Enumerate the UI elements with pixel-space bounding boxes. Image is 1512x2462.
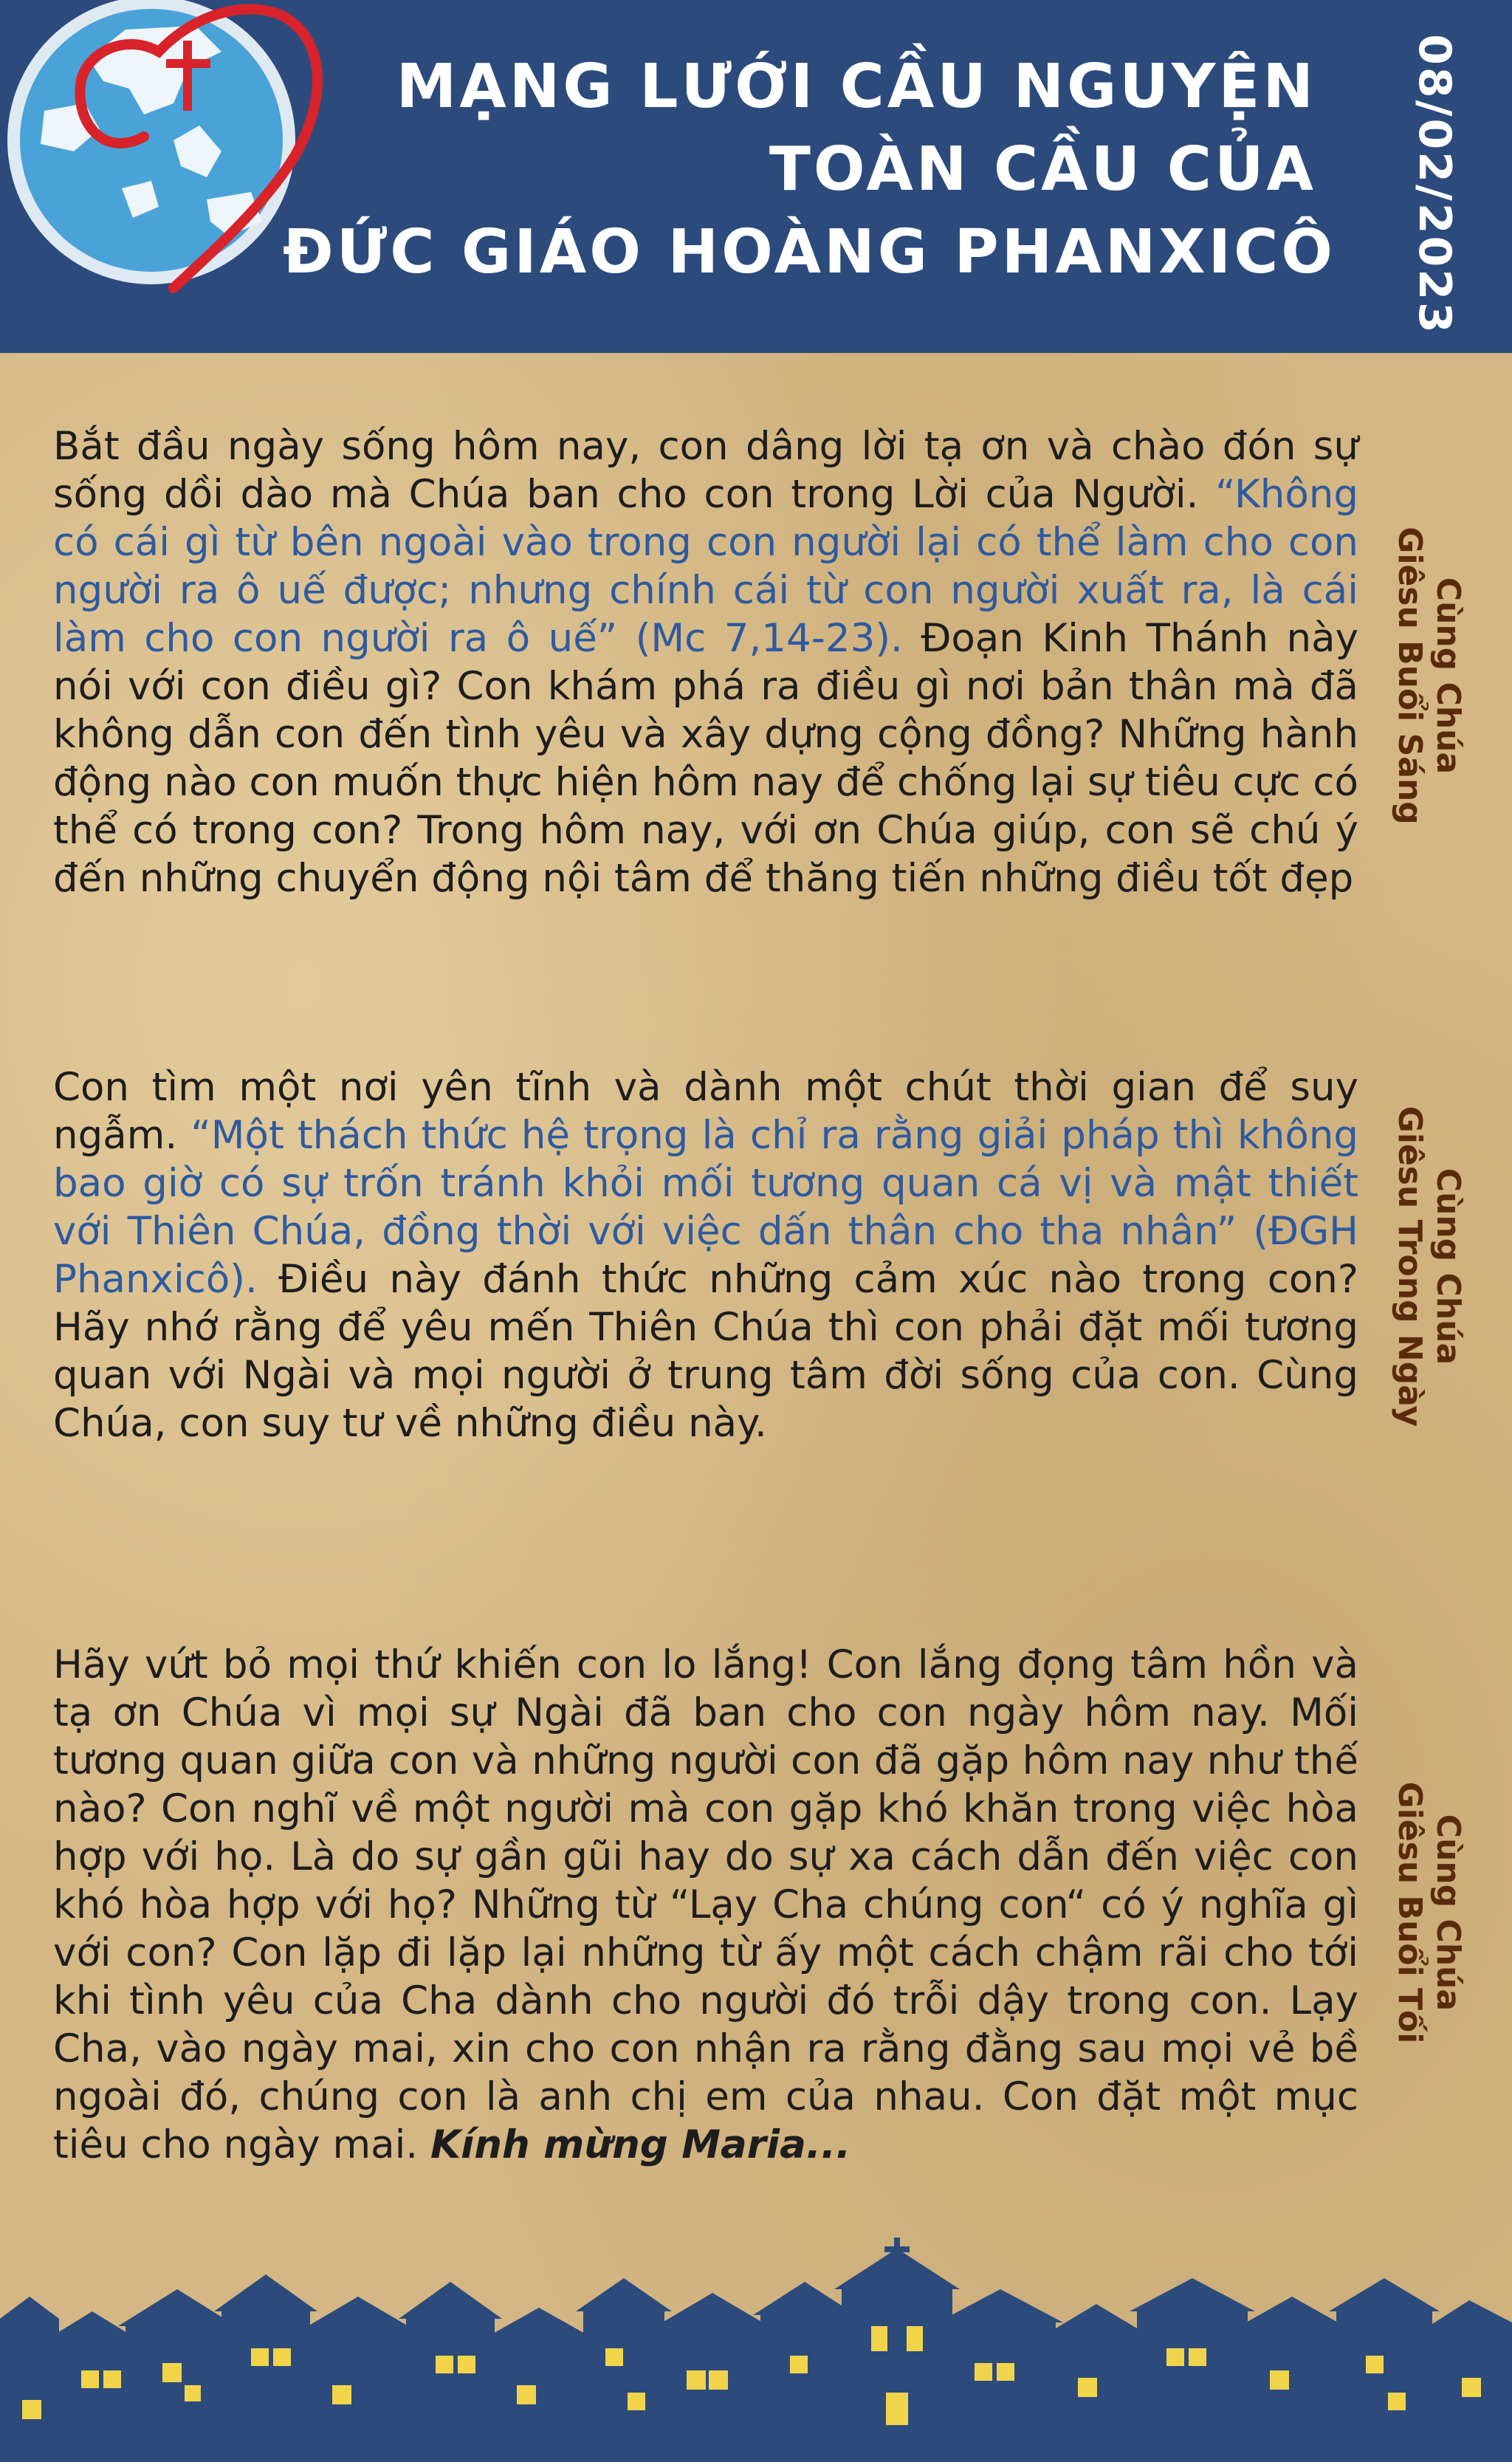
- side-label-line: Cùng Chúa: [1429, 1167, 1467, 1365]
- evening-paragraph: [53, 1641, 1358, 2169]
- morning-paragraph: [53, 422, 1358, 902]
- side-label-line: Cùng Chúa: [1429, 1814, 1467, 2012]
- pope-quote: “Một thách thức hệ trọng là chỉ ra rằng giải pháp thì không bao giờ có sự trốn tránh khỏi mối tương quan cá vị và mật thiết với Thiên Chúa, đồng thời với việc dấn thân cho tha nhân” (ĐGH Phanxicô).: [53, 1113, 1358, 1302]
- date-text: 08/02/2023: [1409, 34, 1460, 335]
- side-label-line: Giêsu Trong Ngày: [1391, 1105, 1429, 1427]
- side-label-evening: [1381, 1780, 1477, 2046]
- paragraph-text: Bắt đầu ngày sống hôm nay, con dâng lời tạ ơn và chào đón sự sống dồi dào mà Chúa ban cho con trong Lời của Người.: [53, 424, 1358, 517]
- side-label-line: Cùng Chúa: [1429, 577, 1467, 775]
- paragraph-text: Hãy vứt bỏ mọi thứ khiến con lo lắng! Con lắng đọng tâm hồn và tạ ơn Chúa vì mọi sự Ngài đã ban cho con ngày hôm nay. Mối tương quan giữa con và những người con đã gặp hôm nay như thế nào? Con nghĩ về một người mà con gặp khó khăn trong việc hòa hợp với họ. Là do sự gần gũi hay do sự xa cách dẫn đến việc con khó hòa hợp với họ? Những từ “Lạy Cha chúng con“ có ý nghĩa gì với con? Con lặp đi lặp lại những từ ấy một cách chậm rãi cho tới khi tình yêu của Cha dành cho người đó trỗi dậy trong con. Lạy Cha, vào ngày mai, xin cho con nhận ra rằng đằng sau mọi vẻ bề ngoài đó, chúng con là anh chị em của nhau. Con đặt một mục tiêu cho ngày mai.: [53, 1642, 1358, 2167]
- side-label-line: Giêsu Buổi Sáng: [1391, 527, 1429, 825]
- side-label-daytime: [1381, 1093, 1477, 1440]
- header-banner: [0, 0, 1512, 353]
- title-line: MẠNG LƯỚI CẦU NGUYỆN: [396, 52, 1316, 122]
- title-line: ĐỨC GIÁO HOÀNG PHANXICÔ: [283, 217, 1336, 287]
- paragraph-text: Điều này đánh thức những cảm xúc nào trong con? Hãy nhớ rằng để yêu mến Thiên Chúa thì con phải đặt mối tương quan với Ngài và mọi người ở trung tâm đời sống của con. Cùng Chúa, con suy tư về những điều này.: [53, 1257, 1358, 1446]
- page-title: [283, 46, 1336, 294]
- title-line: TOÀN CẦU CỦA: [769, 134, 1316, 205]
- town-skyline-illustration: [0, 2238, 1512, 2462]
- date-label: [1394, 30, 1475, 340]
- scripture-quote: “Không có cái gì từ bên ngoài vào trong con người lại có thể làm cho con người ra ô uế được; nhưng chính cái từ con người xuất ra, là cái làm cho con người ra ô uế” (Mc 7,14-23).: [53, 472, 1358, 661]
- side-label-line: Giêsu Buổi Tối: [1391, 1781, 1429, 2044]
- paragraph-text: Con tìm một nơi yên tĩnh và dành một chút thời gian để suy ngẫm.: [53, 1065, 1358, 1158]
- paragraph-text: Đoạn Kinh Thánh này nói với con điều gì? Con khám phá ra điều gì nơi bản thân mà đã không dẫn con đến tình yêu và xây dựng cộng đồng? Những hành động nào con muốn thực hiện hôm nay để chống lại sự tiêu cực có thể có trong con? Trong hôm nay, với ơn Chúa giúp, con sẽ chú ý đến những chuyển động nội tâm để thăng tiến những điều tốt đẹp: [53, 616, 1358, 901]
- side-label-morning: [1381, 517, 1477, 834]
- daytime-paragraph: [53, 1063, 1358, 1447]
- closing-prayer: Kính mừng Maria...: [430, 2122, 851, 2167]
